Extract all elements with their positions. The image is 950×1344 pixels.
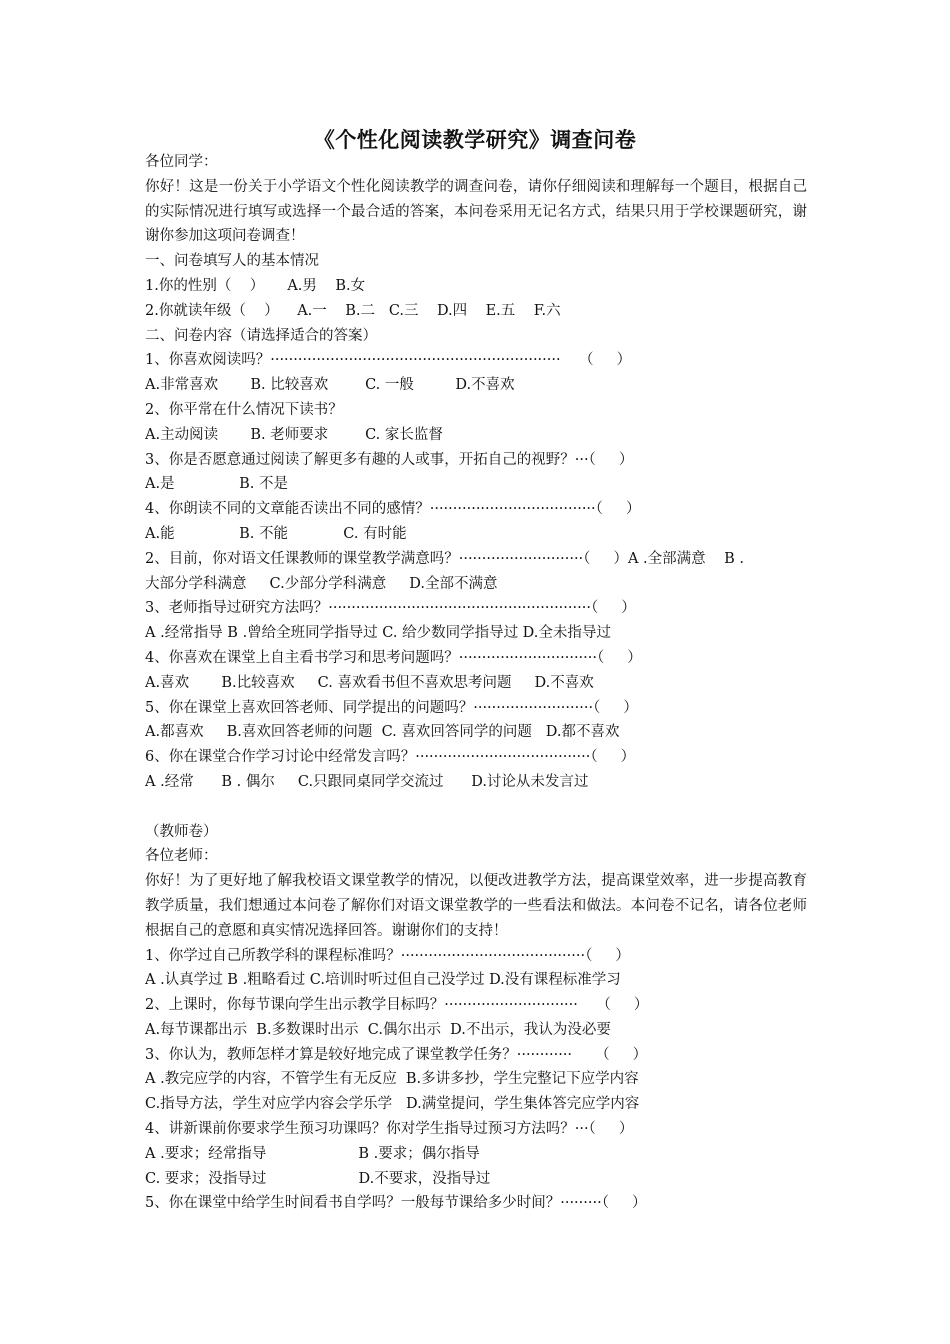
question-text: 2、目前，你对语文任课教师的课堂教学满意吗？···························（ ）A .全部满意 B . — [145, 550, 744, 567]
question-options: A .认真学过 B .粗略看过 C.培训时听过但自己没学过 D.没有课程标准学习 — [145, 972, 621, 989]
question-options: A.喜欢 B.比较喜欢 C. 喜欢看书但不喜欢思考问题 D.不喜欢 — [145, 674, 594, 691]
question-options: A.非常喜欢 B. 比较喜欢 C. 一般 D.不喜欢 — [145, 377, 515, 394]
question-options: A .要求；经常指导 B .要求；偶尔指导 — [145, 1145, 480, 1162]
teacher-section-label: （教师卷） — [145, 823, 218, 840]
question-text: 3、老师指导过研究方法吗？·························································（ ） — [145, 600, 636, 617]
question-options: A .经常 B . 偶尔 C.只跟同桌同学交流过 D.讨论从未发言过 — [145, 773, 589, 790]
question-text: 3、你是否愿意通过阅读了解更多有趣的人或事，开拓自己的视野？···（ ） — [145, 451, 634, 468]
question-text: 1、你学过自己所教学科的课程标准吗？········································（ ） — [145, 947, 630, 964]
question-text: 1、你喜欢阅读吗？······························································· （ ） — [145, 352, 632, 369]
teacher-greeting: 各位老师： — [145, 848, 218, 865]
question-grade: 2.你就读年级（ ） A.一 B.二 C.三 D.四 E.五 F.六 — [145, 302, 561, 319]
section-heading-basic: 一、问卷填写人的基本情况 — [145, 253, 319, 270]
document-body — [145, 150, 807, 1216]
question-text: 2、上课时，你每节课向学生出示教学目标吗？····························· （ ） — [145, 997, 649, 1014]
question-options: A .教完应学的内容，不管学生有无反应 B.多讲多抄，学生完整记下应学内容 — [145, 1071, 639, 1088]
question-text: 2、你平常在什么情况下读书？ — [145, 401, 343, 418]
question-text: 4、你喜欢在课堂上自主看书学习和思考问题吗？······························（ ） — [145, 649, 642, 666]
question-options: A.是 B. 不是 — [145, 476, 288, 493]
question-options: 大部分学科满意 C.少部分学科满意 D.全部不满意 — [145, 575, 498, 592]
question-options: A.主动阅读 B. 老师要求 C. 家长监督 — [145, 426, 443, 443]
document-title: 《个性化阅读教学研究》调查问卷 — [313, 127, 637, 152]
section-spacer — [145, 795, 807, 820]
question-options: C.指导方法，学生对应学内容会学乐学 D.满堂提问，学生集体答完应学内容 — [145, 1096, 640, 1113]
student-greeting: 各位同学： — [145, 154, 218, 170]
student-intro: 你好！这是一份关于小学语文个性化阅读教学的调查问卷，请你仔细阅读和理解每一个题目，根据自己的实际情况进行填写或选择一个最合适的答案，本问卷采用无记名方式，结果只用于学校课题研究，谢谢你参加这项问卷调查！ — [145, 178, 807, 245]
question-text: 5、你在课堂上喜欢回答老师、同学提出的问题吗？··························（ ） — [145, 699, 638, 716]
question-text: 3、你认为，教师怎样才算是较好地完成了课堂教学任务？············ （ ） — [145, 1046, 648, 1063]
question-text: 4、你朗读不同的文章能否读出不同的感情？····································（ ） — [145, 501, 641, 518]
question-options: A.能 B. 不能 C. 有时能 — [145, 525, 407, 542]
question-text: 6、你在课堂合作学习讨论中经常发言吗？······································（ ） — [145, 749, 636, 766]
question-options: A.都喜欢 B.喜欢回答老师的问题 C. 喜欢回答同学的问题 D.都不喜欢 — [145, 724, 620, 741]
question-text: 4、讲新课前你要求学生预习功课吗？你对学生指导过预习方法吗？···（ ） — [145, 1121, 634, 1138]
teacher-intro: 你好！为了更好地了解我校语文课堂教学的情况，以便改进教学方法，提高课堂效率，进一步提高教育教学质量，我们想通过本问卷了解你们对语文课堂教学的一些看法和做法。本问卷不记名，请各位老师根据自己的意愿和真实情况选择回答。谢谢你们的支持！ — [145, 873, 807, 939]
question-gender: 1.你的性别（ ） A.男 B.女 — [145, 277, 366, 294]
question-options: A .经常指导 B .曾给全班同学指导过 C. 给少数同学指导过 D.全未指导过 — [145, 625, 611, 642]
question-options: A.每节课都出示 B.多数课时出示 C.偶尔出示 D.不出示，我认为没必要 — [145, 1021, 611, 1038]
question-options: C. 要求；没指导过 D.不要求，没指导过 — [145, 1170, 491, 1187]
section-heading-content: 二、问卷内容（请选择适合的答案） — [145, 327, 377, 344]
question-text: 5、你在课堂中给学生时间看书自学吗？一般每节课给多少时间？·········（ ） — [145, 1195, 647, 1212]
